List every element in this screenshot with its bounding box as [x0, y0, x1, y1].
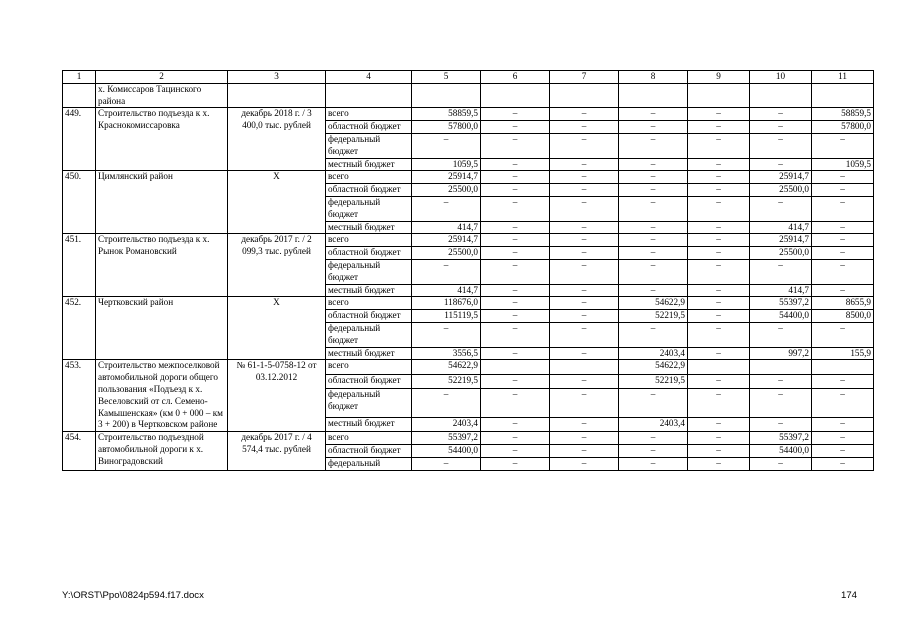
value-cell: –	[812, 389, 874, 417]
value-cell: –	[750, 121, 812, 134]
value-cell: –	[481, 347, 550, 360]
value-cell: –	[812, 221, 874, 234]
header-cell: 6	[481, 71, 550, 84]
value-cell: –	[750, 322, 812, 347]
value-cell: 54400,0	[412, 444, 481, 457]
value-cell: –	[550, 417, 619, 432]
object-name-cell: Строительство подъезда к х. Рынок Романовский	[96, 234, 228, 297]
empty-cell	[412, 83, 481, 108]
value-cell: –	[481, 444, 550, 457]
value-cell: 1059,5	[412, 158, 481, 171]
value-cell: –	[481, 322, 550, 347]
row-number-cell	[63, 83, 96, 108]
value-cell: 54400,0	[750, 310, 812, 323]
value-cell: 414,7	[412, 221, 481, 234]
value-cell: –	[550, 108, 619, 121]
empty-cell	[228, 83, 326, 108]
empty-cell	[326, 83, 412, 108]
row-number-cell: 454.	[63, 432, 96, 470]
object-name-cell: х. Комиссаров Тацинского района	[96, 83, 228, 108]
value-cell: –	[812, 247, 874, 260]
value-cell: –	[750, 108, 812, 121]
funding-source-cell: всего	[326, 171, 412, 184]
value-cell: 414,7	[750, 284, 812, 297]
term-cell: № 61-1-5-0758-12 от 03.12.2012	[228, 360, 326, 432]
value-cell: 54400,0	[750, 444, 812, 457]
term-cell: X	[228, 171, 326, 234]
table-row	[63, 171, 874, 184]
value-cell: 997,2	[750, 347, 812, 360]
value-cell: –	[481, 133, 550, 158]
value-cell: –	[619, 171, 688, 184]
value-cell: –	[619, 247, 688, 260]
value-cell: –	[812, 417, 874, 432]
value-cell: –	[688, 444, 750, 457]
empty-cell	[688, 83, 750, 108]
value-cell: –	[412, 457, 481, 470]
value-cell: –	[619, 121, 688, 134]
value-cell: –	[550, 444, 619, 457]
value-cell: –	[619, 184, 688, 197]
value-cell: –	[619, 457, 688, 470]
value-cell: –	[481, 310, 550, 323]
value-cell: –	[688, 171, 750, 184]
value-cell: –	[550, 259, 619, 284]
row-number-cell: 453.	[63, 360, 96, 432]
value-cell: –	[481, 432, 550, 445]
value-cell: 118676,0	[412, 297, 481, 310]
empty-cell	[550, 83, 619, 108]
row-number-cell: 451.	[63, 234, 96, 297]
value-cell: –	[550, 374, 619, 389]
value-cell: 3556,5	[412, 347, 481, 360]
header-cell: 1	[63, 71, 96, 84]
value-cell: –	[812, 234, 874, 247]
row-number-cell: 449.	[63, 108, 96, 171]
value-cell	[550, 360, 619, 375]
value-cell: –	[550, 247, 619, 260]
value-cell: –	[619, 389, 688, 417]
value-cell: –	[688, 297, 750, 310]
value-cell: –	[550, 184, 619, 197]
value-cell: –	[481, 171, 550, 184]
row-number-cell: 450.	[63, 171, 96, 234]
header-cell: 5	[412, 71, 481, 84]
value-cell: –	[688, 374, 750, 389]
value-cell: –	[550, 432, 619, 445]
value-cell: 25914,7	[750, 171, 812, 184]
term-cell: декабрь 2017 г. / 2 099,3 тыс. рублей	[228, 234, 326, 297]
value-cell: 1059,5	[812, 158, 874, 171]
value-cell: 25914,7	[750, 234, 812, 247]
value-cell: –	[619, 444, 688, 457]
value-cell: –	[688, 347, 750, 360]
funding-source-cell: федеральный бюджет	[326, 259, 412, 284]
value-cell: –	[619, 322, 688, 347]
value-cell: –	[550, 322, 619, 347]
value-cell: –	[412, 322, 481, 347]
value-cell: –	[481, 417, 550, 432]
value-cell: 414,7	[750, 221, 812, 234]
value-cell: –	[619, 133, 688, 158]
continuation-row	[63, 83, 874, 108]
budget-table	[62, 70, 874, 471]
value-cell: 54622,9	[619, 297, 688, 310]
table-body	[63, 71, 874, 471]
value-cell: –	[481, 121, 550, 134]
value-cell: –	[481, 389, 550, 417]
value-cell: –	[481, 234, 550, 247]
value-cell: –	[412, 259, 481, 284]
value-cell: –	[619, 158, 688, 171]
value-cell: –	[550, 457, 619, 470]
value-cell: 8655,9	[812, 297, 874, 310]
value-cell: –	[550, 133, 619, 158]
header-cell: 7	[550, 71, 619, 84]
value-cell: –	[688, 284, 750, 297]
value-cell: 25914,7	[412, 234, 481, 247]
empty-cell	[750, 83, 812, 108]
value-cell: 2403,4	[619, 347, 688, 360]
value-cell: –	[550, 347, 619, 360]
value-cell: –	[550, 389, 619, 417]
funding-source-cell: областной бюджет	[326, 247, 412, 260]
value-cell: –	[550, 158, 619, 171]
empty-cell	[481, 83, 550, 108]
funding-source-cell: федеральный бюджет	[326, 133, 412, 158]
value-cell: 57800,0	[812, 121, 874, 134]
value-cell: –	[619, 432, 688, 445]
value-cell: –	[550, 196, 619, 221]
value-cell: –	[619, 108, 688, 121]
value-cell: 25500,0	[412, 184, 481, 197]
value-cell: –	[619, 196, 688, 221]
object-name-cell: Строительство межпоселковой автомобильной дороги общего пользования «Подъезд к х. Веселовский от сл. Семено-Камышенская» (км 0 + 000 – км 3 + 200) в Чертковском районе	[96, 360, 228, 432]
funding-source-cell: всего	[326, 432, 412, 445]
header-cell: 11	[812, 71, 874, 84]
term-cell: декабрь 2017 г. / 4 574,4 тыс. рублей	[228, 432, 326, 470]
value-cell: 57800,0	[412, 121, 481, 134]
funding-source-cell: местный бюджет	[326, 417, 412, 432]
value-cell: –	[688, 196, 750, 221]
value-cell: –	[812, 284, 874, 297]
value-cell: –	[688, 417, 750, 432]
value-cell: –	[550, 121, 619, 134]
value-cell: –	[481, 284, 550, 297]
value-cell: –	[812, 133, 874, 158]
value-cell: –	[412, 196, 481, 221]
row-number-cell: 452.	[63, 297, 96, 360]
table-row	[63, 432, 874, 445]
value-cell: 52219,5	[619, 374, 688, 389]
value-cell: –	[812, 322, 874, 347]
value-cell: 55397,2	[750, 432, 812, 445]
value-cell: 52219,5	[619, 310, 688, 323]
value-cell: –	[688, 259, 750, 284]
value-cell: –	[688, 432, 750, 445]
value-cell: 54622,9	[619, 360, 688, 375]
header-cell: 9	[688, 71, 750, 84]
value-cell: –	[481, 259, 550, 284]
value-cell: 115119,5	[412, 310, 481, 323]
object-name-cell: Чертковский район	[96, 297, 228, 360]
value-cell: –	[481, 158, 550, 171]
funding-source-cell: всего	[326, 108, 412, 121]
term-cell: X	[228, 297, 326, 360]
value-cell: –	[688, 108, 750, 121]
funding-source-cell: областной бюджет	[326, 374, 412, 389]
value-cell: –	[688, 457, 750, 470]
value-cell: –	[812, 259, 874, 284]
value-cell: –	[550, 171, 619, 184]
value-cell: –	[750, 259, 812, 284]
funding-source-cell: местный бюджет	[326, 347, 412, 360]
funding-source-cell: федеральный бюджет	[326, 196, 412, 221]
value-cell: –	[481, 221, 550, 234]
value-cell: –	[812, 374, 874, 389]
term-cell: декабрь 2018 г. / 3 400,0 тыс. рублей	[228, 108, 326, 171]
value-cell: –	[750, 417, 812, 432]
value-cell: 55397,2	[750, 297, 812, 310]
value-cell: 54622,9	[412, 360, 481, 375]
value-cell: 58859,5	[412, 108, 481, 121]
funding-source-cell: местный бюджет	[326, 284, 412, 297]
funding-source-cell: всего	[326, 297, 412, 310]
object-name-cell: Цимлянский район	[96, 171, 228, 234]
value-cell: –	[750, 457, 812, 470]
value-cell: –	[812, 196, 874, 221]
object-name-cell: Строительство подъезда к х. Краснокомиссаровка	[96, 108, 228, 171]
value-cell: 414,7	[412, 284, 481, 297]
value-cell: –	[550, 310, 619, 323]
value-cell: –	[750, 158, 812, 171]
value-cell: 2403,4	[412, 417, 481, 432]
value-cell: –	[481, 247, 550, 260]
value-cell: –	[688, 310, 750, 323]
value-cell: –	[619, 221, 688, 234]
empty-cell	[619, 83, 688, 108]
value-cell: 2403,4	[619, 417, 688, 432]
funding-source-cell: федеральный	[326, 457, 412, 470]
value-cell: –	[750, 374, 812, 389]
header-cell: 2	[96, 71, 228, 84]
value-cell: –	[619, 234, 688, 247]
object-name-cell: Строительство подъездной автомобильной дороги к х. Виноградовский	[96, 432, 228, 470]
value-cell: –	[812, 184, 874, 197]
value-cell: –	[550, 297, 619, 310]
value-cell: –	[412, 133, 481, 158]
value-cell: –	[619, 284, 688, 297]
value-cell: –	[688, 133, 750, 158]
value-cell: –	[688, 234, 750, 247]
value-cell: –	[688, 158, 750, 171]
value-cell	[750, 360, 812, 375]
empty-cell	[812, 83, 874, 108]
value-cell: –	[688, 221, 750, 234]
funding-source-cell: областной бюджет	[326, 444, 412, 457]
table-row	[63, 360, 874, 375]
funding-source-cell: всего	[326, 234, 412, 247]
value-cell: –	[750, 389, 812, 417]
page-number: 174	[840, 590, 857, 601]
value-cell: –	[550, 284, 619, 297]
funding-source-cell: областной бюджет	[326, 310, 412, 323]
funding-source-cell: областной бюджет	[326, 121, 412, 134]
table-row	[63, 297, 874, 310]
header-cell: 10	[750, 71, 812, 84]
value-cell	[812, 360, 874, 375]
value-cell: –	[812, 171, 874, 184]
value-cell	[688, 360, 750, 375]
table-row	[63, 234, 874, 247]
funding-source-cell: местный бюджет	[326, 221, 412, 234]
value-cell: 55397,2	[412, 432, 481, 445]
value-cell: 25500,0	[412, 247, 481, 260]
value-cell: –	[750, 133, 812, 158]
value-cell: –	[688, 389, 750, 417]
value-cell: 8500,0	[812, 310, 874, 323]
header-cell: 3	[228, 71, 326, 84]
value-cell: –	[481, 184, 550, 197]
value-cell: –	[481, 297, 550, 310]
table-row	[63, 108, 874, 121]
value-cell: –	[688, 247, 750, 260]
value-cell: –	[481, 196, 550, 221]
value-cell: –	[481, 374, 550, 389]
value-cell: –	[550, 234, 619, 247]
value-cell: –	[812, 457, 874, 470]
value-cell: –	[812, 432, 874, 445]
funding-source-cell: федеральный бюджет	[326, 389, 412, 417]
value-cell: –	[688, 322, 750, 347]
funding-source-cell: федеральный бюджет	[326, 322, 412, 347]
value-cell: –	[688, 184, 750, 197]
value-cell: 155,9	[812, 347, 874, 360]
value-cell: –	[481, 457, 550, 470]
header-cell: 8	[619, 71, 688, 84]
value-cell: –	[481, 108, 550, 121]
value-cell: 58859,5	[812, 108, 874, 121]
funding-source-cell: всего	[326, 360, 412, 375]
value-cell: 52219,5	[412, 374, 481, 389]
funding-source-cell: местный бюджет	[326, 158, 412, 171]
value-cell	[481, 360, 550, 375]
funding-source-cell: областной бюджет	[326, 184, 412, 197]
value-cell: 25914,7	[412, 171, 481, 184]
value-cell: 25500,0	[750, 184, 812, 197]
value-cell: –	[550, 221, 619, 234]
value-cell: –	[812, 444, 874, 457]
value-cell: –	[619, 259, 688, 284]
value-cell: –	[688, 121, 750, 134]
value-cell: –	[412, 389, 481, 417]
document-path: Y:\ORST\Ppo\0824p594.f17.docx	[62, 590, 204, 601]
value-cell: 25500,0	[750, 247, 812, 260]
header-cell: 4	[326, 71, 412, 84]
header-row	[63, 71, 874, 84]
value-cell: –	[750, 196, 812, 221]
